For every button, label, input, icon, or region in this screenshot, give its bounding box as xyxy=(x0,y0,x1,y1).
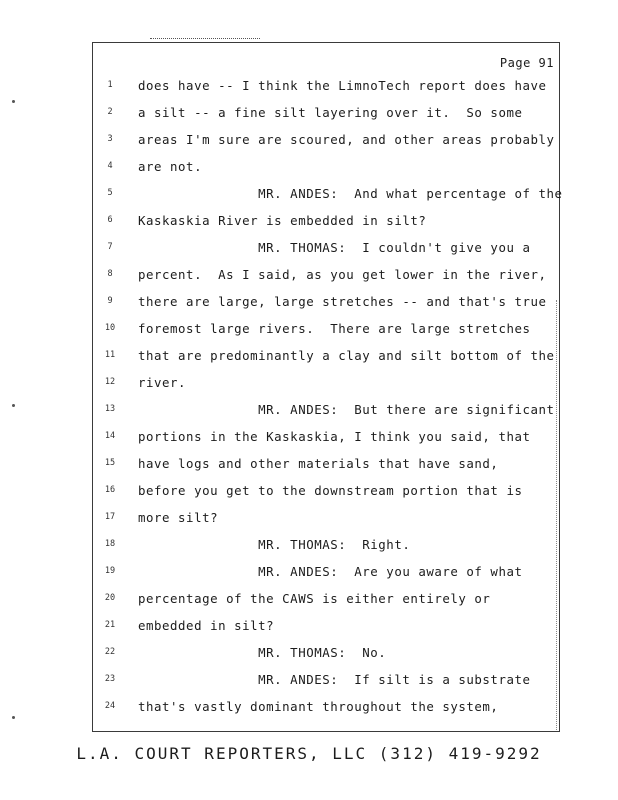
transcript-body xyxy=(92,72,563,720)
line-number: 6 xyxy=(107,215,113,225)
line-text: percentage of the CAWS is either entirely or xyxy=(138,591,491,606)
line-number: 7 xyxy=(107,242,113,252)
line-text: are not. xyxy=(138,159,203,174)
transcript-line xyxy=(92,180,563,207)
transcript-line xyxy=(92,612,560,639)
transcript-line xyxy=(92,126,560,153)
line-text: river. xyxy=(138,375,187,390)
line-number: 16 xyxy=(104,485,116,495)
line-number: 14 xyxy=(104,431,116,441)
transcript-line xyxy=(92,693,560,720)
margin-dot xyxy=(12,716,15,719)
transcript-line xyxy=(92,288,560,315)
transcript-line xyxy=(92,207,560,234)
page-number: Page 91 xyxy=(499,56,554,70)
frame-top-mark xyxy=(150,38,260,41)
transcript-line xyxy=(92,639,560,666)
line-text: there are large, large stretches -- and that's true xyxy=(138,294,547,309)
transcript-line xyxy=(92,423,560,450)
line-text: that's vastly dominant throughout the system, xyxy=(138,699,499,714)
line-number: 5 xyxy=(107,188,113,198)
margin-dot xyxy=(12,100,15,103)
transcript-line xyxy=(92,477,560,504)
line-text: MR. ANDES: If silt is a substrate xyxy=(138,672,531,687)
line-text: portions in the Kaskaskia, I think you said, that xyxy=(138,429,531,444)
line-number: 15 xyxy=(104,458,116,468)
transcript-line xyxy=(92,72,560,99)
transcript-line xyxy=(92,99,560,126)
line-number: 20 xyxy=(104,593,116,603)
line-text: embedded in silt? xyxy=(138,618,275,633)
line-text: MR. ANDES: And what percentage of the xyxy=(138,186,563,201)
line-number: 4 xyxy=(107,161,113,171)
line-number: 10 xyxy=(104,323,116,333)
line-number: 11 xyxy=(104,350,116,360)
line-number: 19 xyxy=(104,566,116,576)
line-number: 9 xyxy=(107,296,113,306)
line-text: does have -- I think the LimnoTech report does have xyxy=(138,78,547,93)
line-text: a silt -- a fine silt layering over it. So some xyxy=(138,105,523,120)
transcript-line xyxy=(92,450,560,477)
line-number: 1 xyxy=(107,80,113,90)
line-number: 13 xyxy=(104,404,116,414)
line-text: more silt? xyxy=(138,510,219,525)
line-text: MR. ANDES: Are you aware of what xyxy=(138,564,523,579)
line-text: that are predominantly a clay and silt bottom of the xyxy=(138,348,555,363)
line-number: 22 xyxy=(104,647,116,657)
transcript-line xyxy=(92,531,560,558)
line-number: 21 xyxy=(104,620,116,630)
line-number: 2 xyxy=(107,107,113,117)
line-number: 12 xyxy=(104,377,116,387)
line-number: 23 xyxy=(104,674,116,684)
transcript-line xyxy=(92,342,560,369)
line-text: Kaskaskia River is embedded in silt? xyxy=(138,213,427,228)
court-reporter-footer: L.A. COURT REPORTERS, LLC (312) 419-9292 xyxy=(76,744,542,763)
line-text: percent. As I said, as you get lower in the river, xyxy=(138,267,547,282)
line-text: MR. THOMAS: I couldn't give you a xyxy=(138,240,531,255)
transcript-line xyxy=(92,396,560,423)
line-number: 3 xyxy=(107,134,113,144)
line-number: 17 xyxy=(104,512,116,522)
line-text: MR. THOMAS: Right. xyxy=(138,537,411,552)
line-text: foremost large rivers. There are large stretches xyxy=(138,321,531,336)
transcript-line xyxy=(92,504,560,531)
line-text: before you get to the downstream portion that is xyxy=(138,483,523,498)
transcript-line xyxy=(92,666,560,693)
transcript-line xyxy=(92,558,560,585)
line-text: have logs and other materials that have sand, xyxy=(138,456,499,471)
transcript-line xyxy=(92,234,560,261)
transcript-line xyxy=(92,315,560,342)
margin-dot xyxy=(12,404,15,407)
line-text: areas I'm sure are scoured, and other areas probably xyxy=(138,132,555,147)
transcript-line xyxy=(92,585,560,612)
transcript-line xyxy=(92,369,560,396)
transcript-line xyxy=(92,261,560,288)
line-number: 24 xyxy=(104,701,116,711)
line-text: MR. ANDES: But there are significant xyxy=(138,402,555,417)
line-text: MR. THOMAS: No. xyxy=(138,645,387,660)
transcript-line xyxy=(92,153,560,180)
line-number: 18 xyxy=(104,539,116,549)
line-number: 8 xyxy=(107,269,113,279)
